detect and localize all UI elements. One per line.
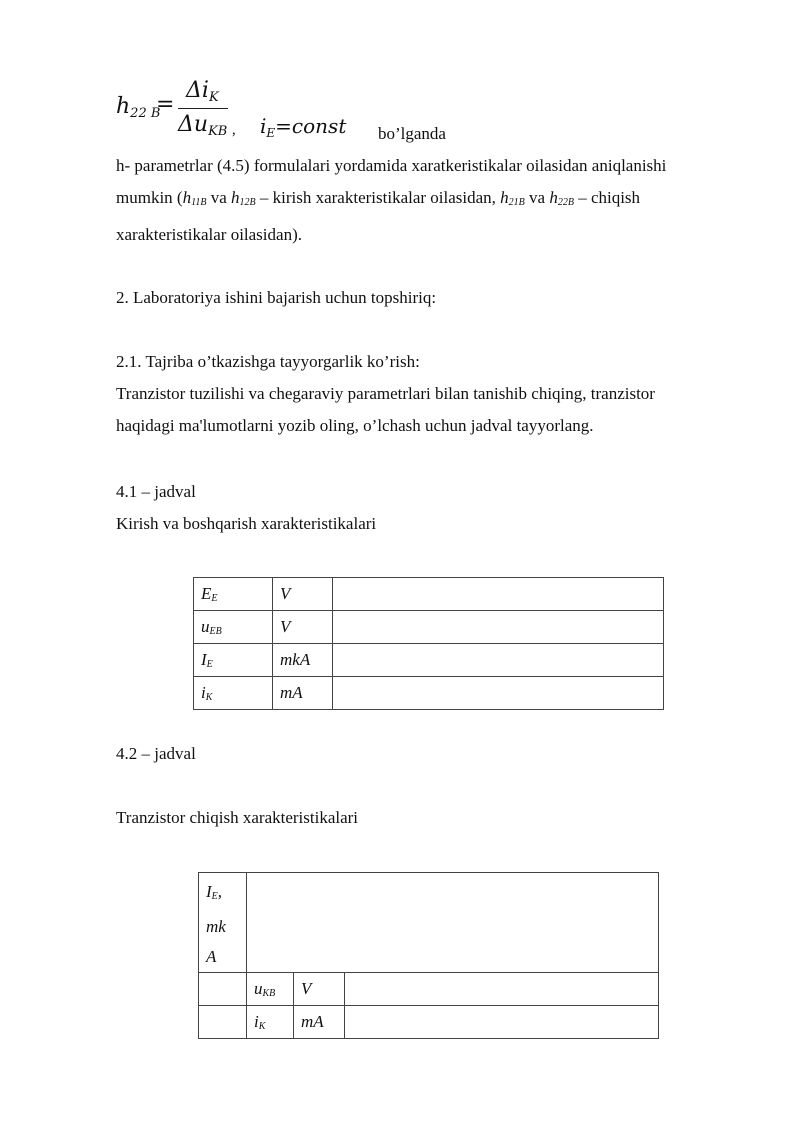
- symbol-main: i: [254, 1012, 259, 1031]
- symbol-main: i: [201, 683, 206, 702]
- section-2-1-heading: 2.1. Tajriba o’tkazishga tayyorgarlik ko’rish:: [116, 352, 420, 371]
- table-4-1-number: 4.1 – jadval: [116, 482, 196, 501]
- table-cell-unit: V: [294, 973, 345, 1006]
- table-row: [194, 578, 664, 611]
- table-cell-symbol: [247, 1006, 294, 1039]
- formula-num-sub: K: [208, 90, 219, 105]
- table-cell-value: [333, 677, 664, 710]
- table-cell-unit: mA: [294, 1006, 345, 1039]
- formula-suffix: bo’lganda: [378, 124, 446, 143]
- formula-denominator: [178, 112, 227, 139]
- table-cell-value: [345, 973, 659, 1006]
- h21b-main: h: [500, 188, 509, 207]
- head-comma: ,: [217, 882, 223, 901]
- table-4-1-title: Kirish va boshqarish xarakteristikalari: [116, 514, 377, 533]
- h11b-main: h: [182, 188, 192, 207]
- symbol-sub: K: [258, 1021, 266, 1032]
- table-cell-symbol: [247, 973, 294, 1006]
- symbol-main: u: [201, 617, 210, 636]
- table-row: [199, 873, 659, 973]
- para1-va: va: [524, 188, 550, 207]
- table-4-1: [193, 577, 664, 710]
- symbol-sub: K: [205, 692, 213, 703]
- table-cell-symbol: [194, 644, 273, 677]
- symbol-sub: E: [211, 593, 218, 604]
- symbol-sub: E: [206, 659, 213, 670]
- h21b: [500, 188, 525, 207]
- table-row: [194, 677, 664, 710]
- table-cell-empty: [199, 973, 247, 1006]
- section-2-1: [116, 346, 756, 442]
- table-4-2-number: 4.2 – jadval: [116, 744, 196, 763]
- table-cell-value: [333, 644, 664, 677]
- table-row: [199, 973, 659, 1006]
- formula-den-sub: KB: [208, 124, 228, 139]
- para1-text: – kirish xarakteristikalar oilasidan,: [255, 188, 501, 207]
- formula-equals: =: [156, 92, 175, 117]
- para1-line1: h- parametrlar (4.5) formulalari yordamida xaratkeristikalar oilasidan aniqlanishi: [116, 156, 667, 175]
- symbol-sub: EB: [209, 626, 222, 637]
- fraction-bar: [178, 108, 228, 109]
- head-line3: A: [206, 947, 217, 966]
- table-row: [194, 644, 664, 677]
- para1-line3: xarakteristikalar oilasidan).: [116, 225, 302, 244]
- table-row: [194, 611, 664, 644]
- table-cell-symbol: [194, 611, 273, 644]
- formula-den-delta: Δu: [178, 112, 209, 137]
- para1-text: mumkin (: [116, 188, 183, 207]
- head-line1: [206, 877, 239, 912]
- h-parameters-paragraph: [116, 150, 756, 251]
- h21b-sub: 21B: [508, 197, 525, 208]
- formula-lhs: [116, 94, 160, 121]
- table-cell-symbol: [194, 677, 273, 710]
- table-cell-value: [345, 1006, 659, 1039]
- table-cell-unit: V: [273, 611, 333, 644]
- h12b-sub: 12B: [239, 197, 256, 208]
- table-4-2: [198, 872, 659, 1039]
- formula-num-delta: Δi: [186, 78, 209, 103]
- section-2-1-line2: haqidagi ma'lumotlarni yozib oling, o’lchash uchun jadval tayyorlang.: [116, 416, 594, 435]
- symbol-main: u: [254, 979, 263, 998]
- head-line2: mk: [206, 917, 226, 936]
- h22b-sub: 22B: [557, 197, 574, 208]
- table-4-2-title: Tranzistor chiqish xarakteristikalari: [116, 808, 359, 827]
- formula-lhs-sub: 22 B: [130, 106, 161, 121]
- h22b-main: h: [549, 188, 558, 207]
- table-cell-unit: mA: [273, 677, 333, 710]
- table-cell-symbol: [194, 578, 273, 611]
- formula-comma: ,: [232, 122, 236, 138]
- table-cell-empty: [199, 1006, 247, 1039]
- formula-numerator: [186, 78, 219, 105]
- h12b-main: h: [231, 188, 240, 207]
- table-cell-unit: V: [273, 578, 333, 611]
- h11b: [183, 188, 207, 207]
- para1-va: va: [206, 188, 232, 207]
- h11b-sub: 11B: [191, 197, 207, 208]
- formula-cond-var: i: [260, 114, 267, 138]
- formula-cond-rest: =const: [275, 114, 347, 138]
- symbol-main: I: [201, 650, 207, 669]
- table-cell-value: [333, 578, 664, 611]
- head-symbol-sub: E: [211, 891, 218, 902]
- h22b: [549, 188, 574, 207]
- formula-condition: [260, 114, 346, 140]
- para1-text: – chiqish: [573, 188, 641, 207]
- symbol-main: E: [201, 584, 212, 603]
- head-symbol-main: I: [206, 882, 212, 901]
- section-2-heading: 2. Laboratoriya ishini bajarish uchun topshiriq:: [116, 288, 437, 307]
- symbol-sub: KB: [262, 988, 276, 999]
- table-cell-value: [333, 611, 664, 644]
- formula-cond-sub: E: [266, 126, 276, 140]
- formula-lhs-main: h: [116, 94, 131, 119]
- table-head-value: [247, 873, 659, 973]
- table-row: [199, 1006, 659, 1039]
- table-cell-unit: mkA: [273, 644, 333, 677]
- para1-line2: [116, 182, 756, 219]
- section-2-1-line1: Tranzistor tuzilishi va chegaraviy parametrlari bilan tanishib chiqing, tranzistor: [116, 384, 655, 403]
- h12b: [231, 188, 256, 207]
- table-head-cell: [199, 873, 247, 973]
